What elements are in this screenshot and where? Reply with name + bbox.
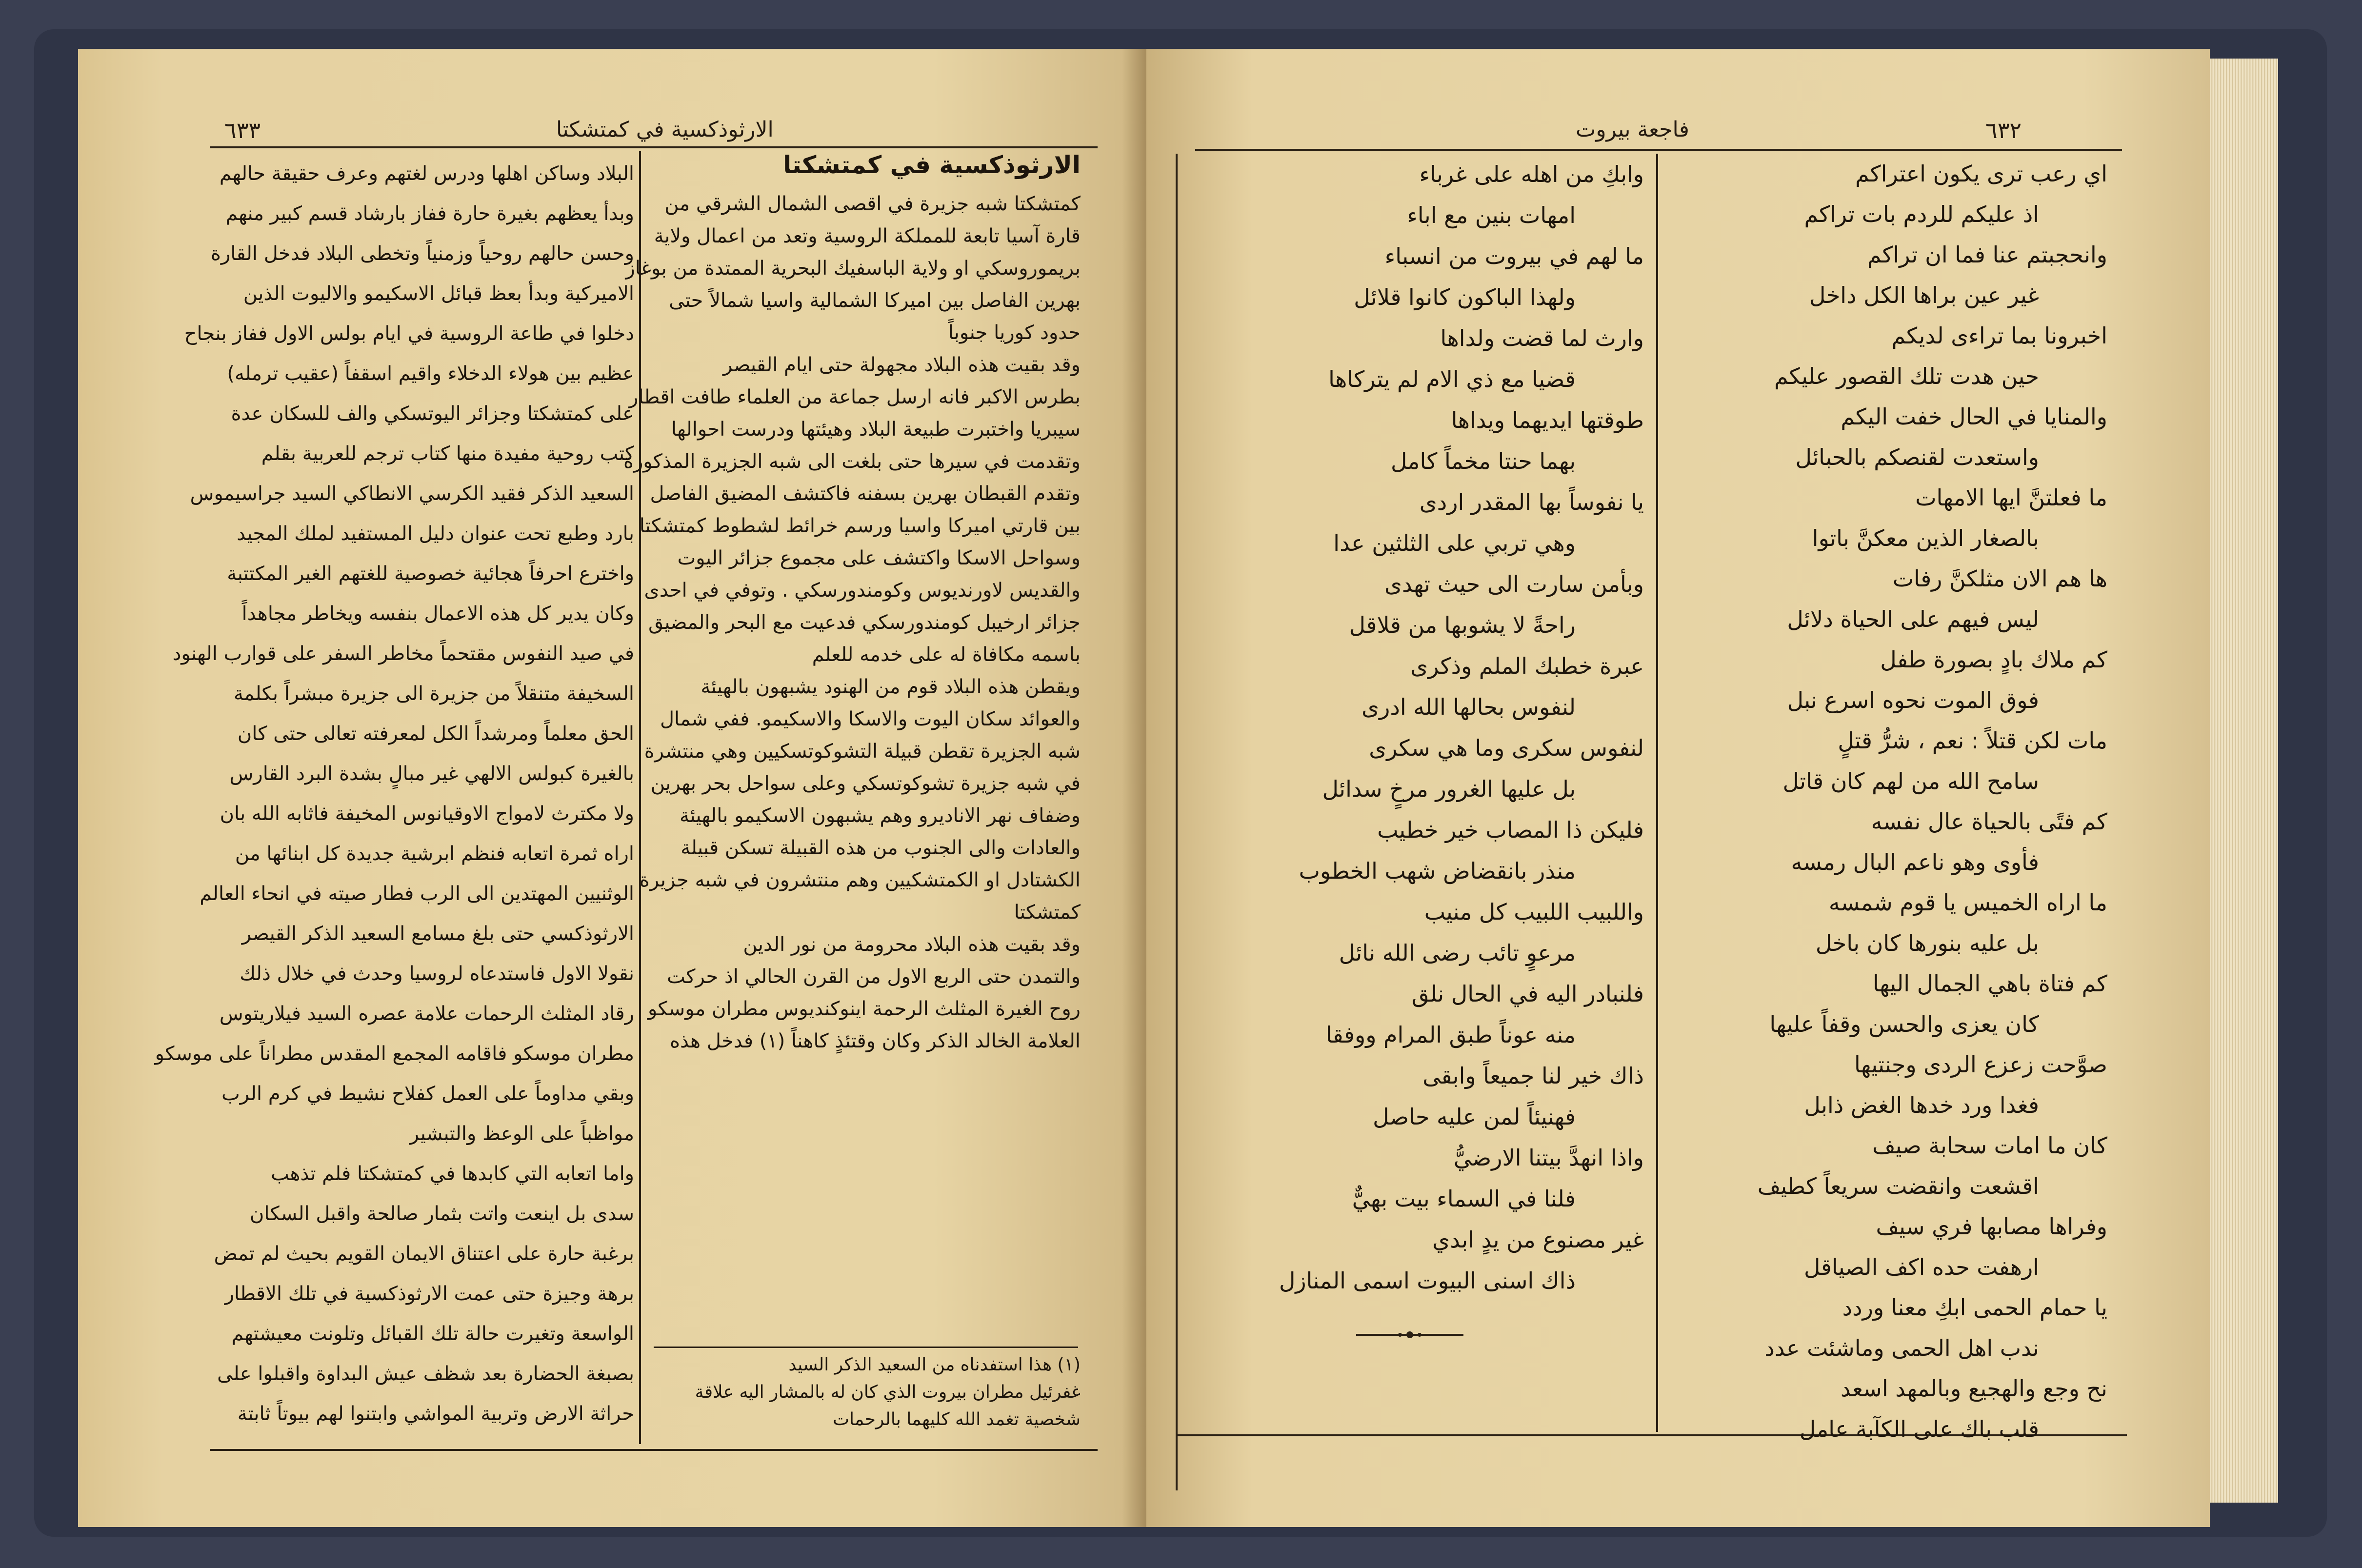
text-line: كتب روحية مفيدة منها كتاب ترجم للعربية بقلم: [261, 442, 634, 465]
verse-line: فليكن ذا المصاب خير خطيب: [1377, 817, 1644, 843]
verse-line: لنفوس سكرى وما هي سكرى: [1369, 735, 1644, 761]
verse-line: منه عوناً طبق المرام ووفقا: [1325, 1022, 1576, 1048]
text-line: نقولا الاول فاستدعاه لروسيا وحدث في خلال ذلك: [240, 963, 634, 985]
verse-line: ما اراه الخميس يا قوم شمسه: [1828, 889, 2107, 916]
verse-line: غير عين براها الكل داخل: [1809, 282, 2039, 308]
verse-line: والمنايا في الحال خفت اليكم: [1841, 403, 2107, 430]
text-line: الارثوذكسي حتى بلغ مسامع السعيد الذكر القيصر: [241, 923, 634, 945]
verse-line: ندب اهل الحمى وماشئت عدد: [1764, 1335, 2039, 1361]
verse-line: وهي تربي على الثلثين عدا: [1333, 530, 1576, 556]
verse-line: اي رعب ترى يكون اعتراكم: [1855, 161, 2107, 187]
text-line: الاميركية وبدأ بعظ قبائل الاسكيمو والاليوت الذين: [243, 282, 634, 305]
column-divider: [639, 151, 641, 1444]
outer-border-left: [1176, 154, 1178, 1490]
verse-line: ها هم الان مثلكنَّ رفات: [1892, 565, 2107, 592]
text-line: بريموروسكي او ولاية الباسفيك البحرية الممتدة من بوغاز: [625, 257, 1081, 280]
verse-line: كان يعزى والحسن وقفاً عليها: [1769, 1011, 2039, 1037]
text-line: والعوائد سكان اليوت والاسكا والاسكيمو. ففي شمال: [660, 708, 1081, 730]
text-line: سيبريا واختبرت طبيعة البلاد وهيئتها ودرست احوالها: [671, 418, 1081, 441]
verse-line: بل عليها الغرور مرخٍ سدائل: [1322, 776, 1576, 802]
end-ornament: [1356, 1322, 1463, 1345]
verse-line: منذر بانقضاض شهب الخطوب: [1299, 858, 1576, 884]
verse-line: بالصغار الذين معكنَّ باتوا: [1812, 525, 2039, 551]
text-line: وقد بقيت هذه البلاد محرومة من نور الدين: [743, 933, 1081, 956]
footnote: [651, 1351, 1081, 1433]
verse-line: قلب باك على الكآبة عامل: [1799, 1416, 2039, 1442]
footnote-line: (١) هذا استفدناه من السعيد الذكر السيد: [788, 1355, 1081, 1375]
page-number: ٦٣٣: [224, 117, 261, 143]
text-line: حدود كوريا جنوباً: [948, 322, 1081, 344]
text-line: باسمه مكافاة له على خدمه للعلم: [812, 643, 1081, 666]
verse-line: ذاك اسنى البيوت اسمى المنازل: [1279, 1267, 1576, 1294]
article-column-right: [623, 149, 1081, 1057]
column-divider: [1656, 154, 1658, 1432]
text-line: وبقي مداوماً على العمل كفلاح نشيط في كرم الرب: [221, 1083, 634, 1105]
text-line: في شبه جزيرة تشوكوتسكي وعلى سواحل بحر بهرين: [650, 772, 1081, 795]
text-line: وبدأ يعظهم بغيرة حارة ففاز بارشاد قسم كبير منهم: [225, 202, 634, 225]
text-line: الوثنيين المهتدين الى الرب فطار صيته في انحاء العالم: [200, 883, 634, 905]
text-line: قارة آسيا تابعة للمملكة الروسية وتعد من اعمال ولاية: [654, 225, 1081, 247]
verse-line: فوق الموت نحوه اسرع نبل: [1787, 687, 2039, 713]
verse-line: واللبيب اللبيب كل منيب: [1424, 899, 1644, 925]
text-line: عظيم بين هولاء الدخلاء واقيم اسقفاً (عقيب ترمله): [227, 362, 634, 385]
verse-line: اخبرونا بما تراءى لديكم: [1891, 322, 2107, 349]
verse-line: وارث لما قضت ولداها: [1440, 325, 1644, 351]
text-line: ولا مكترث لامواج الاوقيانوس المخيفة فاثابه الله بان: [220, 803, 634, 825]
text-line: دخلوا في طاعة الروسية في ايام بولس الاول ففاز بنجاح: [184, 322, 634, 345]
verse-line: كم فتًى بالحياة عال نفسه: [1871, 808, 2107, 835]
verse-line: قضيا مع ذي الام لم يتركاها: [1328, 366, 1576, 392]
verse-line: نح وجع والهجيع وبالمهد اسعد: [1840, 1375, 2107, 1402]
verse-line: فلنا في السماء بيت بهيٌّ: [1352, 1186, 1576, 1212]
right-page: [1146, 49, 2210, 1527]
verse-line: ما لهم في بيروت من انسباء: [1384, 243, 1644, 269]
text-line: برهة وجيزة حتى عمت الارثوذكسية في تلك الاقطار: [224, 1283, 634, 1305]
text-line: وقد بقيت هذه البلاد مجهولة حتى ايام القيصر: [723, 354, 1081, 376]
verse-line: يا نفوساً بها المقدر اردى: [1419, 489, 1644, 515]
verse-line: اقشعت وانقضت سريعاً كطيف: [1757, 1173, 2039, 1199]
text-line: والتمدن حتى الربع الاول من القرن الحالي اذ حركت: [667, 965, 1081, 988]
verse-line: عبرة خطبك الملم وذكرى: [1410, 653, 1644, 679]
verse-line: مرعوٍ تائب رضى الله نائل: [1339, 940, 1576, 966]
text-line: روح الغيرة المثلث الرحمة اينوكنديوس مطران موسكو: [648, 998, 1081, 1020]
text-line: الحق معلماً ومرشداً الكل لمعرفته تعالى حتى كان: [237, 723, 634, 745]
text-line: حراثة الارض وتربية المواشي وابتنوا لهم بيوتاً ثابتة: [237, 1403, 634, 1425]
verse-line: اذ عليكم للردم بات تراكم: [1804, 201, 2039, 227]
verse-line: سامح الله من لهم كان قاتل: [1782, 768, 2039, 794]
article-column-left: [155, 154, 634, 1434]
article-heading: الارثوذكسية في كمتشكتا: [783, 151, 1081, 179]
text-line: على كمتشكتا وجزائر اليوتسكي والف للسكان عدة: [231, 402, 634, 425]
text-line: وتقدم القبطان بهرين بسفنه فاكتشف المضيق الفاصل: [650, 482, 1081, 505]
text-line: بالغيرة كبولس الالهي غير مبالٍ بشدة البرد القارس: [229, 763, 634, 785]
verse-line: واستعدت لقنصكم بالحبائل: [1795, 444, 2039, 470]
verse-line: وبأمن سارت الى حيث تهدى: [1384, 571, 1644, 597]
text-line: مطران موسكو فاقامه المجمع المقدس مطراناً على موسكو: [155, 1043, 634, 1065]
left-page: [78, 49, 1146, 1527]
text-line: كمتشكتا شبه جزيرة في اقصى الشمال الشرقي من: [664, 193, 1081, 215]
text-line: رقاد المثلث الرحمات علامة عصره السيد فيلاريتوس: [219, 1003, 634, 1025]
text-line: السخيفة متنقلاً من جزيرة الى جزيرة مبشراً بكلمة: [233, 683, 634, 705]
text-line: سدى بل اينعت واتت بثمار صالحة واقبل السكان: [250, 1203, 634, 1225]
text-line: العلامة الخالد الذكر وكان وقتئذٍ كاهناً (١) فدخل هذه: [670, 1030, 1081, 1052]
text-line: كمتشكتا: [1014, 901, 1081, 924]
poem-column-left: [1205, 154, 1644, 1301]
verse-line: امهات بنين مع اباء: [1407, 202, 1576, 228]
running-head: فاجعة بيروت: [1576, 117, 1689, 142]
text-line: مواظباً على الوعظ والتبشير: [409, 1123, 634, 1145]
verse-line: بهما حنتا مخماً كامل: [1390, 448, 1576, 474]
verse-line: ارهفت حده اكف الصياقل: [1804, 1254, 2039, 1280]
text-line: برغبة حارة على اعتناق الايمان القويم بحيث لم تمض: [214, 1243, 634, 1265]
text-line: الكشتادل او الكمتشكيين وهم منتشرون في شبه جزيرة: [639, 869, 1081, 891]
verse-line: راحةً لا يشوبها من قلاقل: [1349, 612, 1576, 638]
verse-line: فلنبادر اليه في الحال نلق: [1411, 981, 1644, 1007]
verse-line: حين هدت تلك القصور عليكم: [1774, 363, 2039, 389]
verse-line: غير مصنوع من يدٍ ابدي: [1432, 1226, 1644, 1253]
verse-line: طوقتها ايديهما ويداها: [1451, 407, 1644, 433]
text-line: شبه الجزيرة تقطن قبيلة التشوكوتسكيين وهي منتشرة: [644, 740, 1081, 763]
page-number: ٦٣٢: [1985, 117, 2022, 143]
text-line: بطرس الاكبر فانه ارسل جماعة من العلماء طافت اقطار: [629, 386, 1081, 408]
verse-line: فغدا ورد خدها الغض ذابل: [1804, 1092, 2039, 1118]
verse-line: كم فتاة باهي الجمال اليها: [1873, 970, 2107, 997]
text-line: وضفاف نهر الاناديرو وهم يشبهون الاسكيمو بالهيئة: [680, 804, 1081, 827]
verse-line: كان ما امات سحابة صيف: [1872, 1132, 2107, 1159]
running-head: الارثوذكسية في كمتشكتا: [556, 117, 774, 142]
verse-line: ما فعلتنَّ ايها الامهات: [1915, 484, 2107, 511]
footnote-rule: [654, 1347, 1078, 1348]
text-line: وحسن حالهم روحياً وزمنياً وتخطى البلاد فدخل القارة: [211, 242, 634, 265]
poem-column-right: [1668, 154, 2107, 1449]
verse-line: ذاك خير لنا جميعاً وابقى: [1422, 1063, 1644, 1089]
verse-line: ليس فيهم على الحياة دلائل: [1787, 606, 2039, 632]
text-line: بهرين الفاصل بين اميركا الشمالية واسيا شمالاً حتى: [669, 289, 1081, 312]
verse-line: مات لكن قتلاً : نعم ، شرُّ قتلٍ: [1838, 727, 2107, 754]
text-line: وتقدمت في سيرها حتى بلغت الى شبه الجزيرة المذكورة: [623, 450, 1081, 473]
text-line: وكان يدير كل هذه الاعمال بنفسه ويخاطر مجاهداً: [241, 603, 634, 625]
verse-line: وانحجبتم عنا فما ان تراكم: [1867, 241, 2107, 268]
text-line: وسواحل الاسكا واكتشف على مجموع جزائر اليوت: [677, 547, 1081, 569]
verse-line: فهنيئاً لمن عليه حاصل: [1373, 1104, 1576, 1130]
text-line: جزائر ارخيبل كومندورسكي فدعيت مع البحر والمضيق: [648, 611, 1081, 634]
verse-line: لنفوس بحالها الله ادرى: [1361, 694, 1576, 720]
text-line: البلاد وساكن اهلها ودرس لغتهم وعرف حقيقة حالهم: [219, 162, 634, 185]
verse-line: وابكِ من اهله على غرباء: [1419, 161, 1644, 187]
verse-line: كم ملاك بادٍ بصورة طفل: [1880, 646, 2107, 673]
text-line: ويقطن هذه البلاد قوم من الهنود يشبهون بالهيئة: [701, 676, 1081, 698]
verse-line: بل عليه بنورها كان باخل: [1815, 930, 2039, 956]
page-edges: [2210, 59, 2278, 1503]
bottom-rule: [210, 1449, 1098, 1451]
text-line: السعيد الذكر فقيد الكرسي الانطاكي السيد جراسيموس: [190, 482, 634, 505]
text-line: والقديس لاورنديوس وكومندورسكي . وتوفي في احدى: [644, 579, 1081, 602]
text-line: بارد وطبع تحت عنوان دليل المستفيد لملك المجيد: [237, 523, 634, 545]
footnote-line: شخصية تغمد الله كليهما بالرحمات: [833, 1409, 1081, 1429]
verse-line: واذا انهدَّ بيتنا الارضيُّ: [1453, 1145, 1644, 1171]
text-line: واما اتعابه التي كابدها في كمتشكتا فلم تذهب: [271, 1163, 634, 1185]
ornament-rule-icon: [1356, 1330, 1463, 1340]
verse-line: فأوى وهو ناعم البال رمسه: [1791, 849, 2039, 875]
verse-line: يا حمام الحمى ابكِ معنا وردد: [1842, 1294, 2107, 1321]
text-line: واخترع احرفاً هجائية خصوصية للغتهم الغير المكتتبة: [227, 563, 634, 585]
text-line: بين قارتي اميركا واسيا ورسم خرائط لشطوط كمتشكتا: [639, 515, 1081, 537]
footnote-line: غفرئيل مطران بيروت الذي كان له بالمشار اليه علاقة: [695, 1382, 1081, 1402]
verse-line: وفراها مصابها فري سيف: [1876, 1213, 2107, 1240]
text-line: اراه ثمرة اتعابه فنظم ابرشية جديدة كل ابنائها من: [235, 843, 634, 865]
top-rule: [210, 146, 1098, 148]
top-rule: [1195, 149, 2122, 151]
text-line: والعادات والى الجنوب من هذه القبيلة تسكن قبيلة: [681, 837, 1081, 859]
verse-line: صوَّحت زعزع الردى وجنتيها: [1854, 1051, 2107, 1078]
text-line: بصبغة الحضارة بعد شظف عيش البداوة واقبلوا على: [217, 1363, 634, 1385]
text-line: في صيد النفوس مقتحماً مخاطر السفر على قوارب الهنود: [172, 643, 634, 665]
verse-line: ولهذا الباكون كانوا قلائل: [1354, 284, 1576, 310]
text-line: الواسعة وتغيرت حالة تلك القبائل وتلونت معيشتهم: [231, 1323, 634, 1345]
